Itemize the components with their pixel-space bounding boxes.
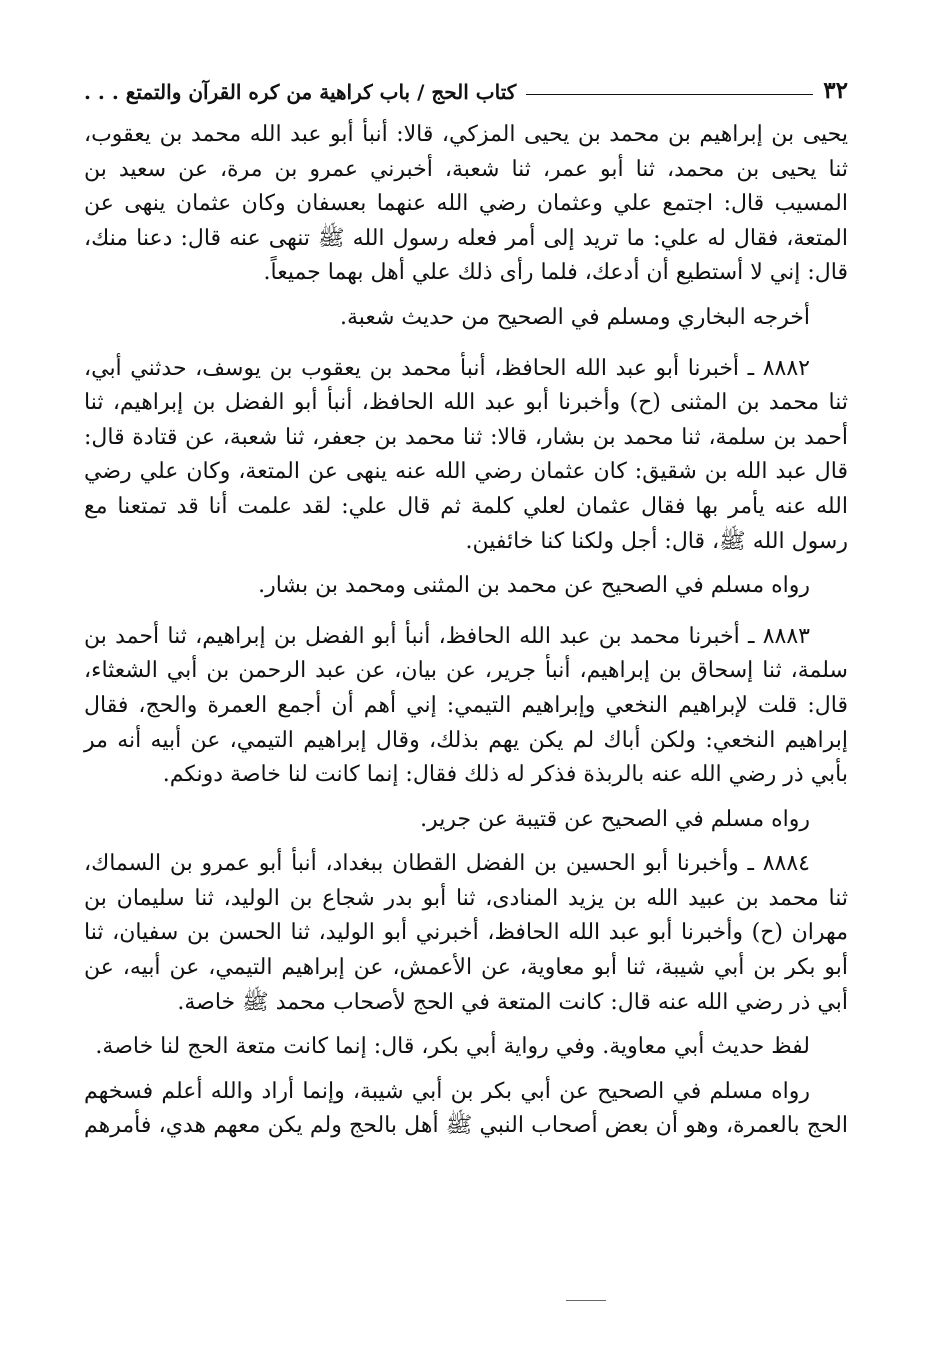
paragraph-riwaya-qutayba: رواه مسلم في الصحيح عن قتيبة عن جرير. (420, 806, 810, 832)
paragraph-lafz: لفظ حديث أبي معاوية. وفي رواية أبي بكر، قال: إنما كانت متعة الحج لنا خاصة. (95, 1034, 810, 1060)
paragraph-continued-isnad: يحيى بن إبراهيم بن محمد بن يحيى المزكي، قالا: أنبأ أبو عبد الله محمد بن يعقوب، ثنا يحيى بن محمد، ثنا أبو عمر، ثنا شعبة، أخبرني عمرو بن مرة، عن سعيد بن المسيب قال: اجتمع علي وعثمان رضي الله عنهما بعسفان وكان عثمان ينهى عن المتعة، فقال له علي: ما تريد إلى أمر فعله رسول الله ﷺ تنهى عنه قال: دعنا منك، قال: إني لا أستطيع أن أدعك، فلما رأى ذلك علي أهل بهما جميعاً. (84, 122, 848, 286)
running-title: كتاب الحج / باب كراهية من كره القرآن والتمتع . . . (84, 80, 517, 104)
page-number: ٣٢ (823, 77, 848, 104)
paragraph-takhrij: أخرجه البخاري ومسلم في الصحيح من حديث شعبة. (339, 304, 810, 330)
running-header (84, 68, 848, 104)
paragraph-riwaya-muslim: رواه مسلم في الصحيح عن محمد بن المثنى ومحمد بن بشار. (258, 573, 810, 599)
paragraph-riwaya-abi-bakr: رواه مسلم في الصحيح عن أبي بكر بن أبي شيبة، وإنما أراد والله أعلم فسخهم الحج بالعمرة، وهو أن بعض أصحاب النبي ﷺ أهل بالحج ولم يكن معهم هدي، فأمرهم (84, 1078, 848, 1139)
hadith-8882: ٨٨٨٢ ـ أخبرنا أبو عبد الله الحافظ، أنبأ محمد بن يعقوب بن يوسف، حدثني أبي، ثنا محمد بن المثنى (ح) وأخبرنا أبو عبد الله الحافظ، أنبأ أبو الفضل بن إبراهيم، ثنا أحمد بن سلمة، ثنا محمد بن بشار، قالا: ثنا محمد بن جعفر، ثنا شعبة، عن قتادة قال: قال عبد الله بن شقيق: كان عثمان رضي الله عنه ينهى عن المتعة، وكان علي رضي الله عنه يأمر بها فقال عثمان لعلي كلمة ثم قال علي: لقد علمت أنا قد تمتعنا مع رسول الله ﷺ، قال: أجل ولكنا كنا خائفين. (84, 355, 848, 554)
hadith-8883: ٨٨٨٣ ـ أخبرنا محمد بن عبد الله الحافظ، أنبأ أبو الفضل بن إبراهيم، ثنا أحمد بن سلمة، ثنا إسحاق بن إبراهيم، أنبأ جرير، عن بيان، عن عبد الرحمن بن أبي الشعثاء، قال: قلت لإبراهيم النخعي وإبراهيم التيمي: إني أهم أن أجمع العمرة والحج، فقال إبراهيم النخعي: ولكن أباك لم يكن يهم بذلك، وقال إبراهيم التيمي، عن أبيه أنه مر بأبي ذر رضي الله عنه بالربذة فذكر له ذلك فقال: إنما كانت لنا خاصة دونكم. (84, 623, 848, 788)
header-rule (526, 94, 813, 95)
footer-mark (566, 1300, 606, 1301)
hadith-8884: ٨٨٨٤ ـ وأخبرنا أبو الحسين بن الفضل القطان ببغداد، أنبأ أبو عمرو بن السماك، ثنا محمد بن عبيد الله بن يزيد المنادى، ثنا أبو بدر شجاع بن الوليد، ثنا سليمان بن مهران (ح) وأخبرنا أبو عبد الله الحافظ، أخبرني أبو الوليد، ثنا الحسن بن سفيان، ثنا أبو بكر بن أبي شيبة، ثنا أبو معاوية، عن الأعمش، عن إبراهيم التيمي، عن أبيه، عن أبي ذر رضي الله عنه قال: كانت المتعة في الحج لأصحاب محمد ﷺ خاصة. (84, 851, 848, 1015)
page-body (84, 118, 848, 1144)
